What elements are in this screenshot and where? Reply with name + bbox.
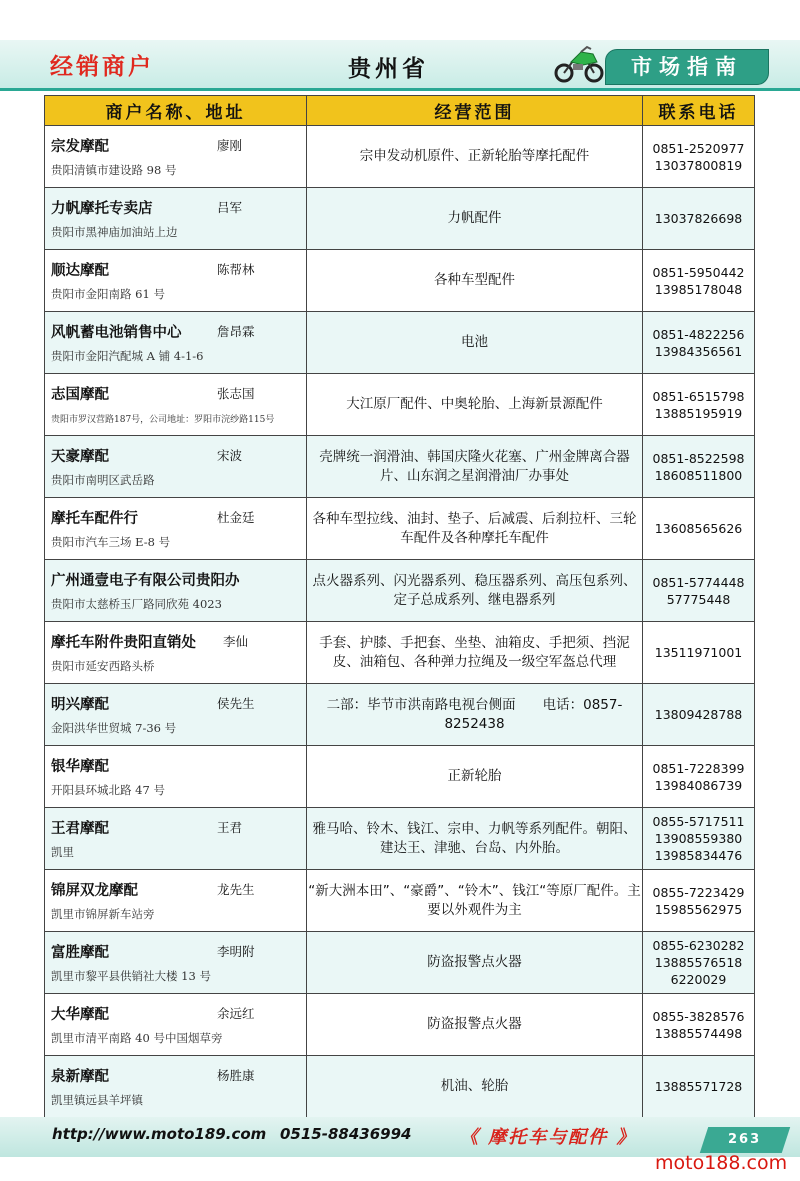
business-scope: 二部：毕节市洪南路电视台侧面 电话：0857-8252438 <box>307 684 643 746</box>
table-body <box>45 126 755 1118</box>
phone-number: 13511971001 <box>654 645 743 660</box>
phone-number: 0851-7228399 <box>652 760 745 776</box>
merchant-name: 风帆蓄电池销售中心 <box>51 325 182 341</box>
phone-cell <box>643 684 755 746</box>
phone-number: 13809428788 <box>654 707 743 722</box>
merchant-name: 王君摩配 <box>51 821 109 837</box>
phone-number: 13984086739 <box>654 777 743 793</box>
merchant-address: 贵阳市罗汉营路187号，公司地址：罗阳市浣纱路115号 <box>51 415 275 425</box>
phone-cell <box>643 994 755 1056</box>
business-scope: 机油、轮胎 <box>307 1056 643 1118</box>
merchant-cell <box>45 188 307 250</box>
merchant-address: 贵阳市金阳南路 61 号 <box>51 287 165 301</box>
phone-cell <box>643 932 755 994</box>
phone-cell <box>643 126 755 188</box>
phone-number: 57775448 <box>666 591 731 607</box>
merchant-address: 凯里市锦屏新车站旁 <box>51 907 155 921</box>
contact-person: 宋波 <box>217 448 243 463</box>
contact-person: 王君 <box>217 820 243 835</box>
phone-cell <box>643 622 755 684</box>
phone-number: 0851-5950442 <box>652 264 745 280</box>
table-row <box>45 932 755 994</box>
phone-cell <box>643 498 755 560</box>
merchant-name: 明兴摩配 <box>51 697 109 713</box>
contact-person: 李仙 <box>223 634 249 649</box>
table-header-row <box>45 96 755 126</box>
phone-cell <box>643 746 755 808</box>
merchant-address: 凯里市清平南路 40 号中国烟草旁 <box>51 1031 223 1045</box>
business-scope: 雅马哈、铃木、钱江、宗申、力帆等系列配件。朝阳、建达王、津驰、台岛、内外胎。 <box>307 808 643 870</box>
merchant-cell <box>45 870 307 932</box>
merchant-name: 顺达摩配 <box>51 263 109 279</box>
merchant-name: 力帆摩托专卖店 <box>51 201 153 217</box>
table-row <box>45 436 755 498</box>
table-row <box>45 498 755 560</box>
table-row <box>45 622 755 684</box>
merchant-name: 广州通壹电子有限公司贵阳办 <box>51 573 240 589</box>
merchant-name: 大华摩配 <box>51 1007 109 1023</box>
merchant-address: 贵阳市太慈桥玉厂路同欣苑 4023 <box>51 597 222 611</box>
merchant-address: 贵阳市黑神庙加油站上边 <box>51 225 178 239</box>
phone-number: 0855-3828576 <box>652 1008 745 1024</box>
phone-number: 0851-4822256 <box>652 326 745 342</box>
merchant-name: 泉新摩配 <box>51 1069 109 1085</box>
merchant-name: 志国摩配 <box>51 387 109 403</box>
business-scope: 点火器系列、闪光器系列、稳压器系列、高压包系列、定子总成系列、继电器系列 <box>307 560 643 622</box>
merchant-cell <box>45 250 307 312</box>
business-scope: 手套、护膝、手把套、坐垫、油箱皮、手把须、挡泥皮、油箱包、各种弹力拉绳及一级空军盔总代理 <box>307 622 643 684</box>
phone-cell <box>643 870 755 932</box>
business-scope: 宗申发动机原件、正新轮胎等摩托配件 <box>307 126 643 188</box>
table-row <box>45 250 755 312</box>
page-number: 263 <box>728 1132 762 1147</box>
table-row <box>45 746 755 808</box>
watermark-site: moto188.com <box>655 1152 788 1174</box>
contact-person: 杜金廷 <box>217 510 255 525</box>
merchant-cell <box>45 374 307 436</box>
table-row <box>45 126 755 188</box>
business-scope: 防盗报警点火器 <box>307 932 643 994</box>
phone-number: 13608565626 <box>654 521 743 536</box>
business-scope: 正新轮胎 <box>307 746 643 808</box>
merchant-address: 贵阳市南明区武岳路 <box>51 473 155 487</box>
merchant-name: 摩托车附件贵阳直销处 <box>51 635 196 651</box>
merchant-cell <box>45 312 307 374</box>
table-row <box>45 1056 755 1118</box>
column-header-merchant: 商户名称、地址 <box>45 96 307 126</box>
phone-number: 0851-5774448 <box>652 574 745 590</box>
contact-person: 廖刚 <box>217 138 243 153</box>
contact-person: 侯先生 <box>217 696 255 711</box>
merchant-cell <box>45 684 307 746</box>
business-scope: 电池 <box>307 312 643 374</box>
merchant-cell <box>45 1056 307 1118</box>
merchant-cell <box>45 498 307 560</box>
merchant-cell <box>45 994 307 1056</box>
merchant-address: 贵阳清镇市建设路 98 号 <box>51 163 177 177</box>
merchant-cell <box>45 932 307 994</box>
phone-cell <box>643 560 755 622</box>
merchant-name: 摩托车配件行 <box>51 511 138 527</box>
header-province: 贵州省 <box>348 56 429 82</box>
phone-cell <box>643 1056 755 1118</box>
contact-person: 李明附 <box>217 944 255 959</box>
merchant-address: 金阳洪华世贸城 7-36 号 <box>51 721 177 735</box>
page-header <box>0 0 800 92</box>
table-row <box>45 374 755 436</box>
table-row <box>45 188 755 250</box>
column-header-scope: 经营范围 <box>307 96 643 126</box>
merchant-cell <box>45 126 307 188</box>
merchant-cell <box>45 808 307 870</box>
merchant-name: 富胜摩配 <box>51 945 109 961</box>
business-scope: 防盗报警点火器 <box>307 994 643 1056</box>
phone-number: 13885574498 <box>654 1025 743 1041</box>
header-left-title: 经销商户 <box>50 53 154 80</box>
phone-number: 13985178048 <box>654 281 743 297</box>
phone-number: 13985834476 <box>654 848 743 863</box>
phone-cell <box>643 374 755 436</box>
merchant-address: 凯里 <box>51 845 74 859</box>
footer-magazine-title: 《 摩托车与配件 》 <box>460 1127 637 1148</box>
merchant-cell <box>45 436 307 498</box>
phone-number: 0851-8522598 <box>652 450 745 466</box>
phone-cell <box>643 188 755 250</box>
merchant-address: 凯里镇远县羊坪镇 <box>51 1093 143 1107</box>
merchant-address: 贵阳市汽车三场 E-8 号 <box>51 535 171 549</box>
table-row <box>45 312 755 374</box>
footer-url[interactable]: http://www.moto189.com <box>52 1125 267 1143</box>
contact-person: 吕军 <box>217 200 243 215</box>
contact-person: 龙先生 <box>217 882 255 897</box>
phone-number: 13908559380 <box>654 831 743 846</box>
business-scope: 各种车型配件 <box>307 250 643 312</box>
business-scope: 各种车型拉线、油封、垫子、后减震、后刹拉杆、三轮车配件及各种摩托车配件 <box>307 498 643 560</box>
business-scope: 大江原厂配件、中奥轮胎、上海新景源配件 <box>307 374 643 436</box>
phone-number: 13984356561 <box>654 343 743 359</box>
header-section-title: 市场指南 <box>605 49 769 85</box>
merchant-name: 银华摩配 <box>51 759 109 775</box>
merchant-address: 开阳县环城北路 47 号 <box>51 783 165 797</box>
table-row <box>45 684 755 746</box>
phone-number: 0855-7223429 <box>652 884 745 900</box>
phone-number: 15985562975 <box>654 901 743 917</box>
phone-number: 0855-6230282 <box>652 938 745 953</box>
merchant-address: 贵阳市金阳汽配城 A 铺 4-1-6 <box>51 349 204 363</box>
business-scope: 壳牌统一润滑油、韩国庆隆火花塞、广州金牌离合器片、山东润之星润滑油厂办事处 <box>307 436 643 498</box>
merchant-name: 锦屏双龙摩配 <box>51 883 138 899</box>
phone-number: 0851-6515798 <box>652 388 745 404</box>
contact-person: 詹昂霖 <box>217 324 255 339</box>
phone-number: 13037800819 <box>654 157 743 173</box>
phone-cell <box>643 436 755 498</box>
page-number-badge <box>700 1127 790 1153</box>
business-scope: 力帆配件 <box>307 188 643 250</box>
table-row <box>45 808 755 870</box>
merchant-cell <box>45 746 307 808</box>
phone-number: 0851-2520977 <box>652 140 745 156</box>
business-scope: “新大洲本田”、“豪爵”、“铃木”、钱江“等原厂配件。主要以外观件为主 <box>307 870 643 932</box>
phone-number: 0855-5717511 <box>652 814 745 829</box>
contact-person: 张志国 <box>217 386 255 401</box>
phone-number: 13885576518 <box>654 955 743 970</box>
table-row <box>45 994 755 1056</box>
merchant-address: 贵阳市延安西路头桥 <box>51 659 155 673</box>
footer-phone: 0515-88436994 <box>280 1125 412 1143</box>
merchant-table <box>44 95 755 1118</box>
phone-cell <box>643 250 755 312</box>
table-row <box>45 560 755 622</box>
merchant-address: 凯里市黎平县供销社大楼 13 号 <box>51 969 211 983</box>
phone-cell <box>643 312 755 374</box>
merchant-cell <box>45 560 307 622</box>
merchant-cell <box>45 622 307 684</box>
phone-number: 6220029 <box>670 972 727 987</box>
merchant-name: 天豪摩配 <box>51 449 109 465</box>
phone-number: 13037826698 <box>654 211 743 226</box>
contact-person: 杨胜康 <box>217 1068 255 1083</box>
phone-number: 13885195919 <box>654 405 743 421</box>
merchant-name: 宗发摩配 <box>51 139 109 155</box>
contact-person: 陈帮林 <box>217 262 255 277</box>
table-row <box>45 870 755 932</box>
phone-cell <box>643 808 755 870</box>
motorcycle-icon <box>553 44 605 84</box>
column-header-phone: 联系电话 <box>643 96 755 126</box>
phone-number: 13885571728 <box>654 1079 743 1094</box>
phone-number: 18608511800 <box>654 467 743 483</box>
contact-person: 余远红 <box>217 1006 255 1021</box>
